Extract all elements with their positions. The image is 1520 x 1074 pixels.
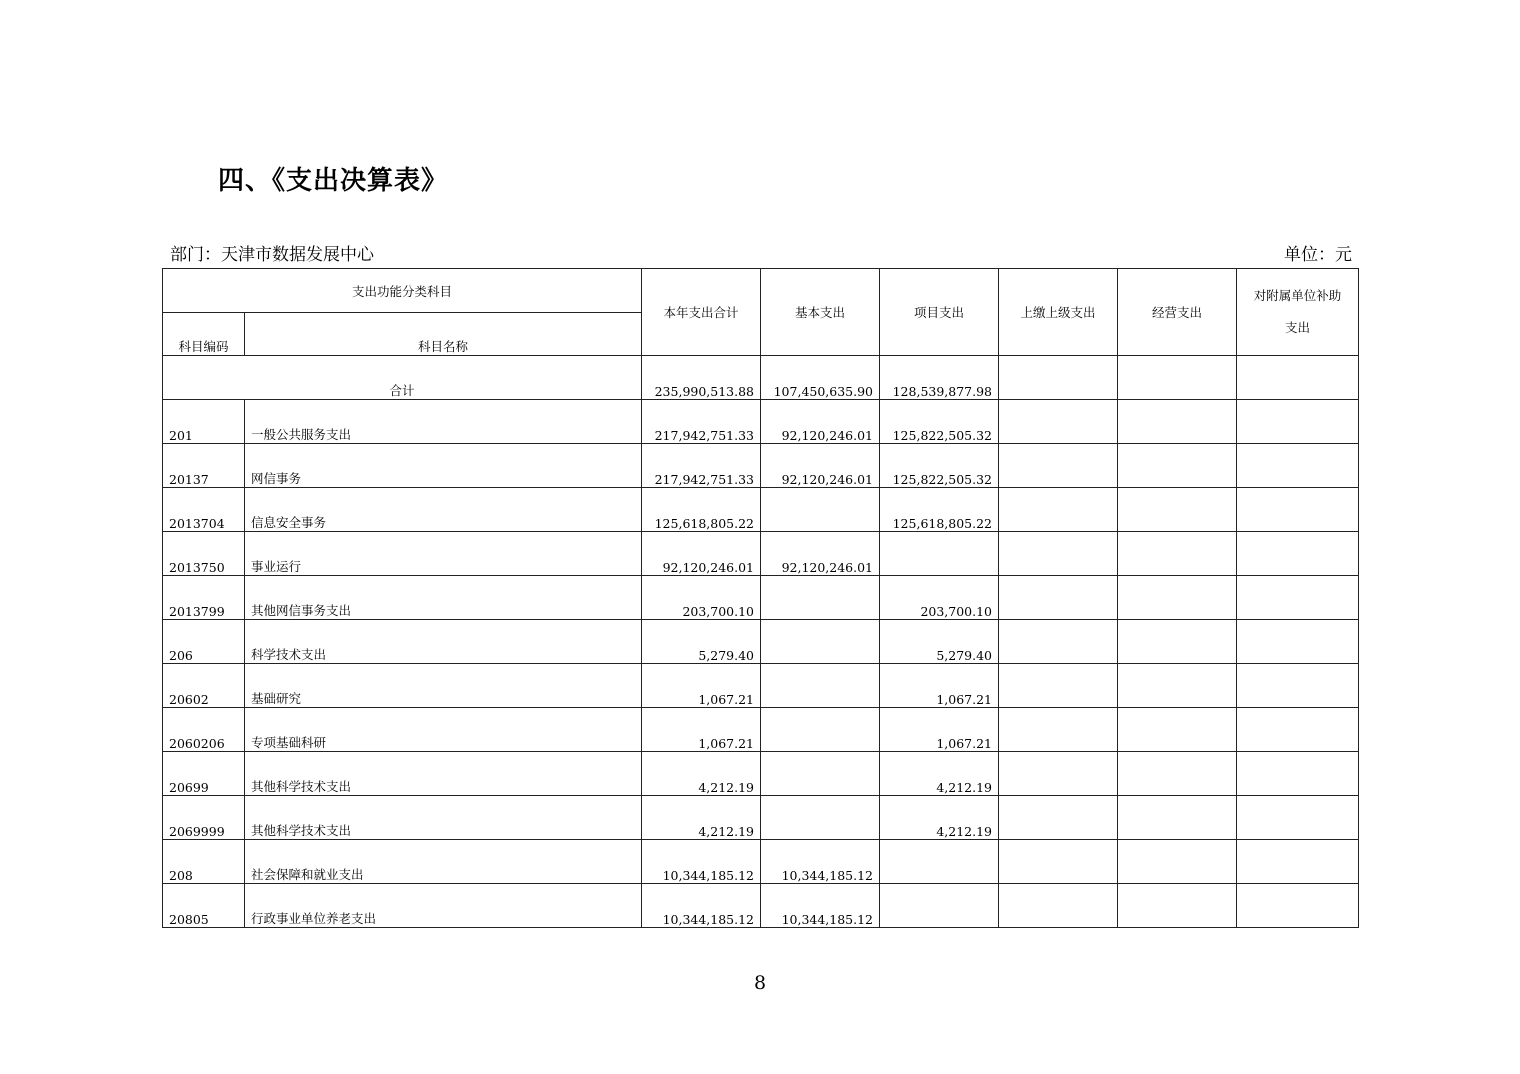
cell-basic: 92,120,246.01: [761, 444, 880, 488]
cell-business: [1118, 664, 1237, 708]
cell-business: [1118, 576, 1237, 620]
cell-total: 1,067.21: [642, 708, 761, 752]
cell-subsidy: [1237, 620, 1359, 664]
cell-name: 专项基础科研: [245, 708, 642, 752]
table-row: [163, 532, 1359, 576]
header-row-top: [163, 269, 1359, 313]
cell-project: 203,700.10: [880, 576, 999, 620]
cell-code: 20805: [163, 884, 245, 928]
header-total: 本年支出合计: [642, 269, 761, 356]
table-row: [163, 444, 1359, 488]
cell-project: 125,822,505.32: [880, 400, 999, 444]
cell-upper: [999, 796, 1118, 840]
cell-subsidy: [1237, 400, 1359, 444]
cell-basic: [761, 488, 880, 532]
table-row: [163, 840, 1359, 884]
cell-subsidy: [1237, 576, 1359, 620]
cell-total: 10,344,185.12: [642, 840, 761, 884]
cell-code: 2013750: [163, 532, 245, 576]
report-meta: [170, 243, 1352, 267]
header-subsidy: [1237, 269, 1359, 356]
cell-total: 10,344,185.12: [642, 884, 761, 928]
cell-code: 2013799: [163, 576, 245, 620]
cell-code: 2013704: [163, 488, 245, 532]
cell-project: [880, 532, 999, 576]
cell-upper: [999, 708, 1118, 752]
header-function-classification: 支出功能分类科目: [163, 269, 642, 313]
cell-business: [1118, 752, 1237, 796]
cell-subsidy: [1237, 488, 1359, 532]
cell-name: 信息安全事务: [245, 488, 642, 532]
cell-code: 2060206: [163, 708, 245, 752]
cell-project: 125,822,505.32: [880, 444, 999, 488]
cell-project: 4,212.19: [880, 796, 999, 840]
total-label: 合计: [163, 356, 642, 400]
cell-project: [880, 840, 999, 884]
header-code: 科目编码: [163, 313, 245, 356]
cell-project: 1,067.21: [880, 708, 999, 752]
cell-business: [1118, 708, 1237, 752]
cell-basic: [761, 752, 880, 796]
table-row: [163, 708, 1359, 752]
expenditure-table: [162, 268, 1359, 928]
cell-upper: [999, 840, 1118, 884]
cell-upper: [999, 620, 1118, 664]
department-label: 部门：天津市数据发展中心: [170, 245, 374, 265]
cell-total: 203,700.10: [642, 576, 761, 620]
header-subsidy-line1: 对附属单位补助: [1253, 288, 1342, 303]
cell-upper: [999, 576, 1118, 620]
cell-business: [1118, 884, 1237, 928]
cell-upper: [999, 400, 1118, 444]
header-upper: 上缴上级支出: [999, 269, 1118, 356]
header-basic: 基本支出: [761, 269, 880, 356]
cell-upper: [999, 532, 1118, 576]
cell-basic: 92,120,246.01: [761, 400, 880, 444]
cell-code: 2069999: [163, 796, 245, 840]
table-row: [163, 752, 1359, 796]
page-number: 8: [753, 972, 767, 994]
cell-business: [1118, 444, 1237, 488]
header-project: 项目支出: [880, 269, 999, 356]
cell-business: [1118, 488, 1237, 532]
header-name: 科目名称: [245, 313, 642, 356]
cell-total: 1,067.21: [642, 664, 761, 708]
cell-code: 20137: [163, 444, 245, 488]
cell-total: 92,120,246.01: [642, 532, 761, 576]
cell-total: 5,279.40: [642, 620, 761, 664]
total-subsidy: [1237, 356, 1359, 400]
cell-business: [1118, 840, 1237, 884]
cell-total: 217,942,751.33: [642, 444, 761, 488]
cell-subsidy: [1237, 752, 1359, 796]
cell-total: 4,212.19: [642, 796, 761, 840]
table-row: [163, 488, 1359, 532]
cell-basic: [761, 576, 880, 620]
total-upper: [999, 356, 1118, 400]
cell-name: 一般公共服务支出: [245, 400, 642, 444]
cell-basic: 10,344,185.12: [761, 840, 880, 884]
cell-basic: [761, 796, 880, 840]
unit-label: 单位：元: [1284, 245, 1352, 265]
total-row: [163, 356, 1359, 400]
cell-total: 217,942,751.33: [642, 400, 761, 444]
total-total: 235,990,513.88: [642, 356, 761, 400]
cell-subsidy: [1237, 444, 1359, 488]
cell-name: 其他科学技术支出: [245, 796, 642, 840]
cell-code: 20602: [163, 664, 245, 708]
cell-upper: [999, 884, 1118, 928]
table-row: [163, 620, 1359, 664]
table-row: [163, 884, 1359, 928]
cell-subsidy: [1237, 840, 1359, 884]
cell-name: 事业运行: [245, 532, 642, 576]
cell-business: [1118, 620, 1237, 664]
cell-name: 其他科学技术支出: [245, 752, 642, 796]
total-project: 128,539,877.98: [880, 356, 999, 400]
cell-project: 125,618,805.22: [880, 488, 999, 532]
cell-business: [1118, 400, 1237, 444]
table-row: [163, 664, 1359, 708]
total-business: [1118, 356, 1237, 400]
cell-upper: [999, 444, 1118, 488]
table-row: [163, 576, 1359, 620]
cell-basic: [761, 620, 880, 664]
cell-code: 208: [163, 840, 245, 884]
cell-total: 125,618,805.22: [642, 488, 761, 532]
cell-project: 5,279.40: [880, 620, 999, 664]
cell-name: 网信事务: [245, 444, 642, 488]
cell-project: [880, 884, 999, 928]
cell-name: 科学技术支出: [245, 620, 642, 664]
table-row: [163, 796, 1359, 840]
cell-name: 其他网信事务支出: [245, 576, 642, 620]
cell-basic: 10,344,185.12: [761, 884, 880, 928]
cell-basic: 92,120,246.01: [761, 532, 880, 576]
table-row: [163, 400, 1359, 444]
header-subsidy-line2: 支出: [1285, 320, 1311, 335]
cell-basic: [761, 664, 880, 708]
cell-code: 20699: [163, 752, 245, 796]
cell-code: 206: [163, 620, 245, 664]
cell-code: 201: [163, 400, 245, 444]
cell-upper: [999, 752, 1118, 796]
cell-project: 4,212.19: [880, 752, 999, 796]
cell-total: 4,212.19: [642, 752, 761, 796]
cell-project: 1,067.21: [880, 664, 999, 708]
cell-subsidy: [1237, 796, 1359, 840]
cell-subsidy: [1237, 708, 1359, 752]
cell-name: 社会保障和就业支出: [245, 840, 642, 884]
cell-business: [1118, 532, 1237, 576]
cell-name: 基础研究: [245, 664, 642, 708]
cell-basic: [761, 708, 880, 752]
cell-upper: [999, 488, 1118, 532]
total-basic: 107,450,635.90: [761, 356, 880, 400]
cell-name: 行政事业单位养老支出: [245, 884, 642, 928]
cell-subsidy: [1237, 664, 1359, 708]
cell-upper: [999, 664, 1118, 708]
cell-subsidy: [1237, 532, 1359, 576]
cell-business: [1118, 796, 1237, 840]
cell-subsidy: [1237, 884, 1359, 928]
header-business: 经营支出: [1118, 269, 1237, 356]
page-title: 四、《支出决算表》: [218, 166, 449, 196]
